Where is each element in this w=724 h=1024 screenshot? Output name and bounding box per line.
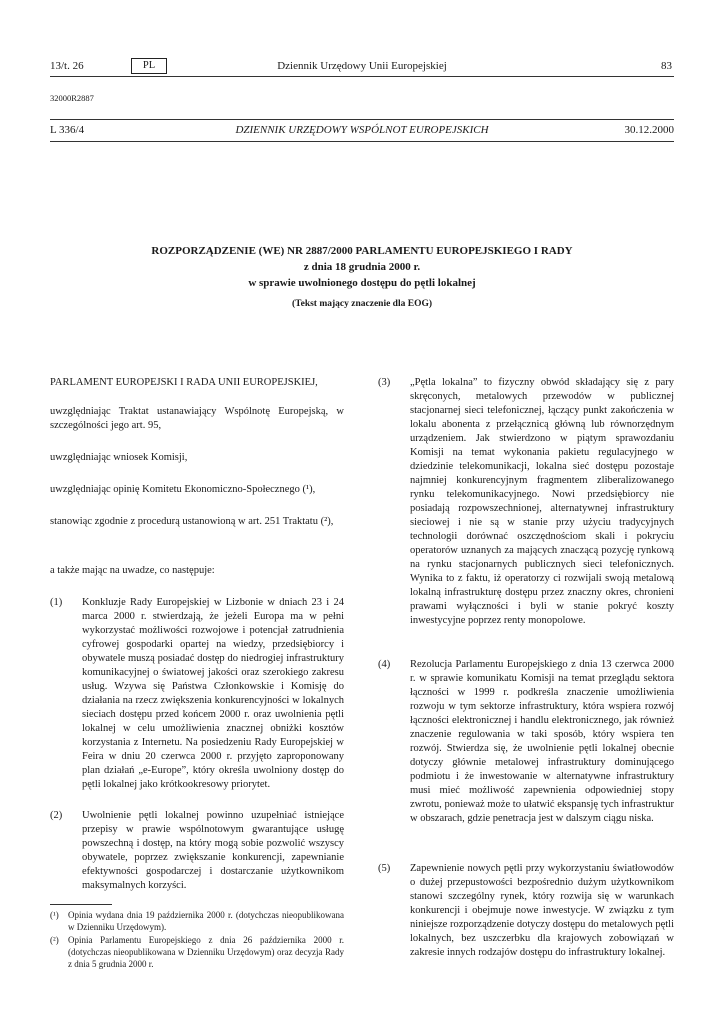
original-journal-title: DZIENNIK URZĘDOWY WSPÓLNOT EUROPEJSKICH — [235, 124, 489, 136]
original-date: 30.12.2000 — [624, 124, 674, 136]
recital-text: Konkluzje Rady Europejskiej w Lizbonie w dniach 23 i 24 marca 2000 r. stwierdzają, że jeżeli Europa ma w pełni wykorzystać możliwości rozwojowe i potencjał zatrudnienia cyfrowej gospodarki opartej na wiedzy, przedsiębiorcy i obywatele muszą posiadać dostęp do niedrogiej infrastruktury komunikacyjnej o światowej jakości oraz szerokiego zakresu usług. Wzywa się Państwa Członkowskie i Komisję do działania na rzecz zwiększenia konkurencyjności w lokalnych sieciach dostępu przed końcem 2000 r. oraz uwolnienia pętli lokalnej w celu umożliwienia znacznej obniżki kosztów korzystania z Internetu. Na posiedzeniu Rady Europejskiej w Feira w dniu 20 czerwca 2000 r. przyjęto zaproponowany plan działań „e-Europe”, który określa uwolniony dostęp do pętli lokalnej jako krótkookresowy priorytet. — [82, 597, 344, 790]
recital-number: (3) — [378, 377, 391, 388]
title-line-3: w sprawie uwolnionego dostępu do pętli lokalnej — [248, 277, 476, 289]
preamble-citation-treaty: uwzględniając Traktat ustanawiający Wspólnotę Europejską, w szczególności jego art. 95, — [50, 406, 344, 431]
recital-1 — [50, 596, 344, 792]
footnote-text: Opinia Parlamentu Europejskiego z dnia 26 października 2000 r. (dotychczas nieopublikowana w Dzienniku Urzędowym) oraz decyzja Rady z dnia 5 grudnia 2000 r. — [68, 935, 344, 969]
journal-title: Dziennik Urzędowy Unii Europejskiej — [277, 60, 447, 72]
right-column — [378, 0, 674, 1024]
recital-5 — [378, 862, 674, 960]
language-badge: PL — [131, 58, 167, 74]
title-line-1: ROZPORZĄDZENIE (WE) NR 2887/2000 PARLAMENTU EUROPEJSKIEGO I RADY — [151, 245, 573, 257]
footnotes — [50, 909, 344, 971]
footnote-mark: (¹) — [50, 910, 59, 920]
eea-relevance-note: (Tekst mający znaczenie dla EOG) — [291, 299, 433, 309]
footnote-1 — [50, 909, 344, 933]
preamble-citation-procedure: stanowiąc zgodnie z procedurą ustanowioną w art. 251 Traktatu (²), — [50, 516, 334, 527]
footnote-text: Opinia wydana dnia 19 października 2000 r. (dotychczas nieopublikowana w Dzienniku Urzędowym). — [68, 910, 344, 932]
recital-2 — [50, 809, 344, 893]
recital-number: (4) — [378, 659, 391, 670]
recital-text: Uwolnienie pętli lokalnej powinno uzupełniać istniejące przepisy w prawie wspólnotowym gwarantujące usługę powszechną i dostęp, na który mogą sobie pozwolić wszyscy obywatele, poprzez zwiększanie konkurencji, zapewnianie efektywności gospodarczej i dostarczanie użytkownikom maksymalnych korzyści. — [82, 810, 344, 891]
left-column — [50, 0, 344, 1024]
recital-number: (5) — [378, 863, 391, 874]
recital-number: (2) — [50, 810, 63, 821]
preamble-citation-proposal: uwzględniając wniosek Komisji, — [50, 452, 188, 463]
footnote-rule — [50, 904, 112, 905]
page-number: 83 — [661, 60, 672, 72]
recital-number: (1) — [50, 597, 63, 608]
recital-text: „Pętla lokalna” to fizyczny obwód składający się z pary skręconych, metalowych przewodów w publicznej stacjonarnej sieci telefonicznej, łączący punkt zakończenia w lokalu abonenta z przełącznicą główną lub równorzędnym urządzeniem. Jak stwierdzono w piątym sprawozdaniu Komisji na temat wykonania pakietu regulacyjnego w dziedzinie telekomunikacji, lokalna sieć dostępu pozostaje najmniej konkurencyjnym fragmentem zliberalizowanego rynku telekomunikacyjnego. Nowi przedsiębiorcy nie posiadają rozpowszechnionej, alternatywnej infrastruktury sieciowej i nie są w stanie przy użyciu tradycyjnych technologii dorównać oszczędnościom skali i pokryciu operatorów uznanych za mających znaczącą pozycję rynkową na rynku stacjonarnych publicznych sieci telefonicznych. Wynika to z faktu, iż operatorzy ci rozwijali swoją metalową lokalną infrastrukturę dostępu przez znaczny okres, chronieni prawami wyłączności i byli w stanie pokryć koszty inwestycyjne poprzez renty monopolowe. — [410, 377, 674, 626]
title-line-2: z dnia 18 grudnia 2000 r. — [303, 261, 421, 273]
recital-3 — [378, 376, 674, 628]
preamble-whereas: a także mając na uwadze, co następuje: — [50, 565, 215, 576]
recital-text: Zapewnienie nowych pętli przy wykorzystaniu światłowodów o dużej przepustowości bezpośrednio dużym użytkownikom stanowi szczególny rynek, który rozwija się w warunkach konkurencji i obejmuje nowe inwestycje. W związku z tym niniejsze rozporządzenie dotyczy dostępu do metalowych pętli lokalnych, bez uszczerbku dla krajowych zobowiązań w zakresie innych rodzajów dostępu do infrastruktury lokalnej. — [410, 863, 674, 958]
preamble-citation-esc: uwzględniając opinię Komitetu Ekonomiczno-Społecznego (¹), — [50, 484, 316, 495]
original-page-ref: L 336/4 — [50, 124, 85, 136]
footnote-2 — [50, 934, 344, 970]
edition-reference: 13/t. 26 — [50, 60, 84, 72]
celex-number: 32000R2887 — [50, 93, 94, 103]
preamble-intro: PARLAMENT EUROPEJSKI I RADA UNII EUROPEJSKIEJ, — [50, 377, 318, 388]
recital-4 — [378, 658, 674, 826]
footnote-mark: (²) — [50, 935, 59, 945]
recital-text: Rezolucja Parlamentu Europejskiego z dnia 13 czerwca 2000 r. w sprawie komunikatu Komisji na temat przeglądu sektora łączności w 1999 r. podkreśla znaczenie umożliwienia rozwoju w tym sektorze infrastruktury, która wspiera rozwój łączności elektronicznej i handlu elektronicznego, jak również znaczenie regulowania w taki sposób, który wspiera ten rozwój. Stwierdza się, że uwolnienie pętli lokalnej obecnie dotyczy głównie metalowej infrastruktury dominującego podmiotu i że inwestowanie w alternatywne infrastruktury musi mieć możliwość zapewnienia odpowiedniej stopy zwrotu, ponieważ może to ułatwić ekspansję tych infrastruktur w obszarach, gdzie penetracja jest w dalszym ciągu niska. — [410, 659, 674, 824]
